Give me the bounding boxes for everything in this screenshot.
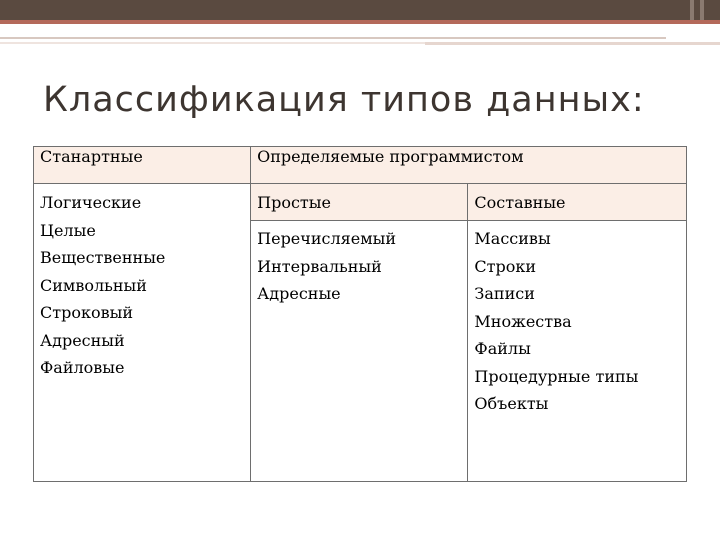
subheader-composite-types: Составные [468,184,687,221]
classification-table [33,146,687,482]
list-item: Процедурные типы [474,366,639,386]
standard-types-cell [34,184,251,482]
list-item: Символьный [40,275,147,295]
list-item: Интервальный [257,256,382,276]
list-item: Объекты [474,394,549,413]
header-user-defined-types: Определяемые программистом [251,147,687,184]
top-bar-stripe [690,0,694,20]
subheader-simple-types: Простые [251,184,468,221]
list-item: Адресный [40,330,125,350]
table-subheader-row [34,184,687,221]
simple-types-cell [251,221,468,482]
list-item: Файлы [474,339,531,358]
slide-title: Классификация типов данных: [43,80,645,120]
decorative-line [425,42,720,45]
list-item: Целые [40,220,96,240]
top-accent-bar [0,20,720,24]
table-header-row [34,147,687,184]
list-item: Строки [474,256,537,276]
list-item: Перечисляемый [257,229,397,248]
composite-types-cell [468,221,687,482]
list-item: Файловые [40,358,125,377]
top-decorative-bar [0,0,720,20]
top-bar-stripe [700,0,704,20]
list-item: Множества [474,311,572,331]
header-standard-types: Станартные [34,147,251,184]
list-item: Логические [40,193,142,212]
list-item: Вещественные [40,248,166,267]
list-item: Строковый [40,303,134,322]
list-item: Записи [474,284,535,303]
list-item: Адресные [257,284,341,303]
list-item: Массивы [474,229,551,248]
decorative-line [0,37,666,39]
